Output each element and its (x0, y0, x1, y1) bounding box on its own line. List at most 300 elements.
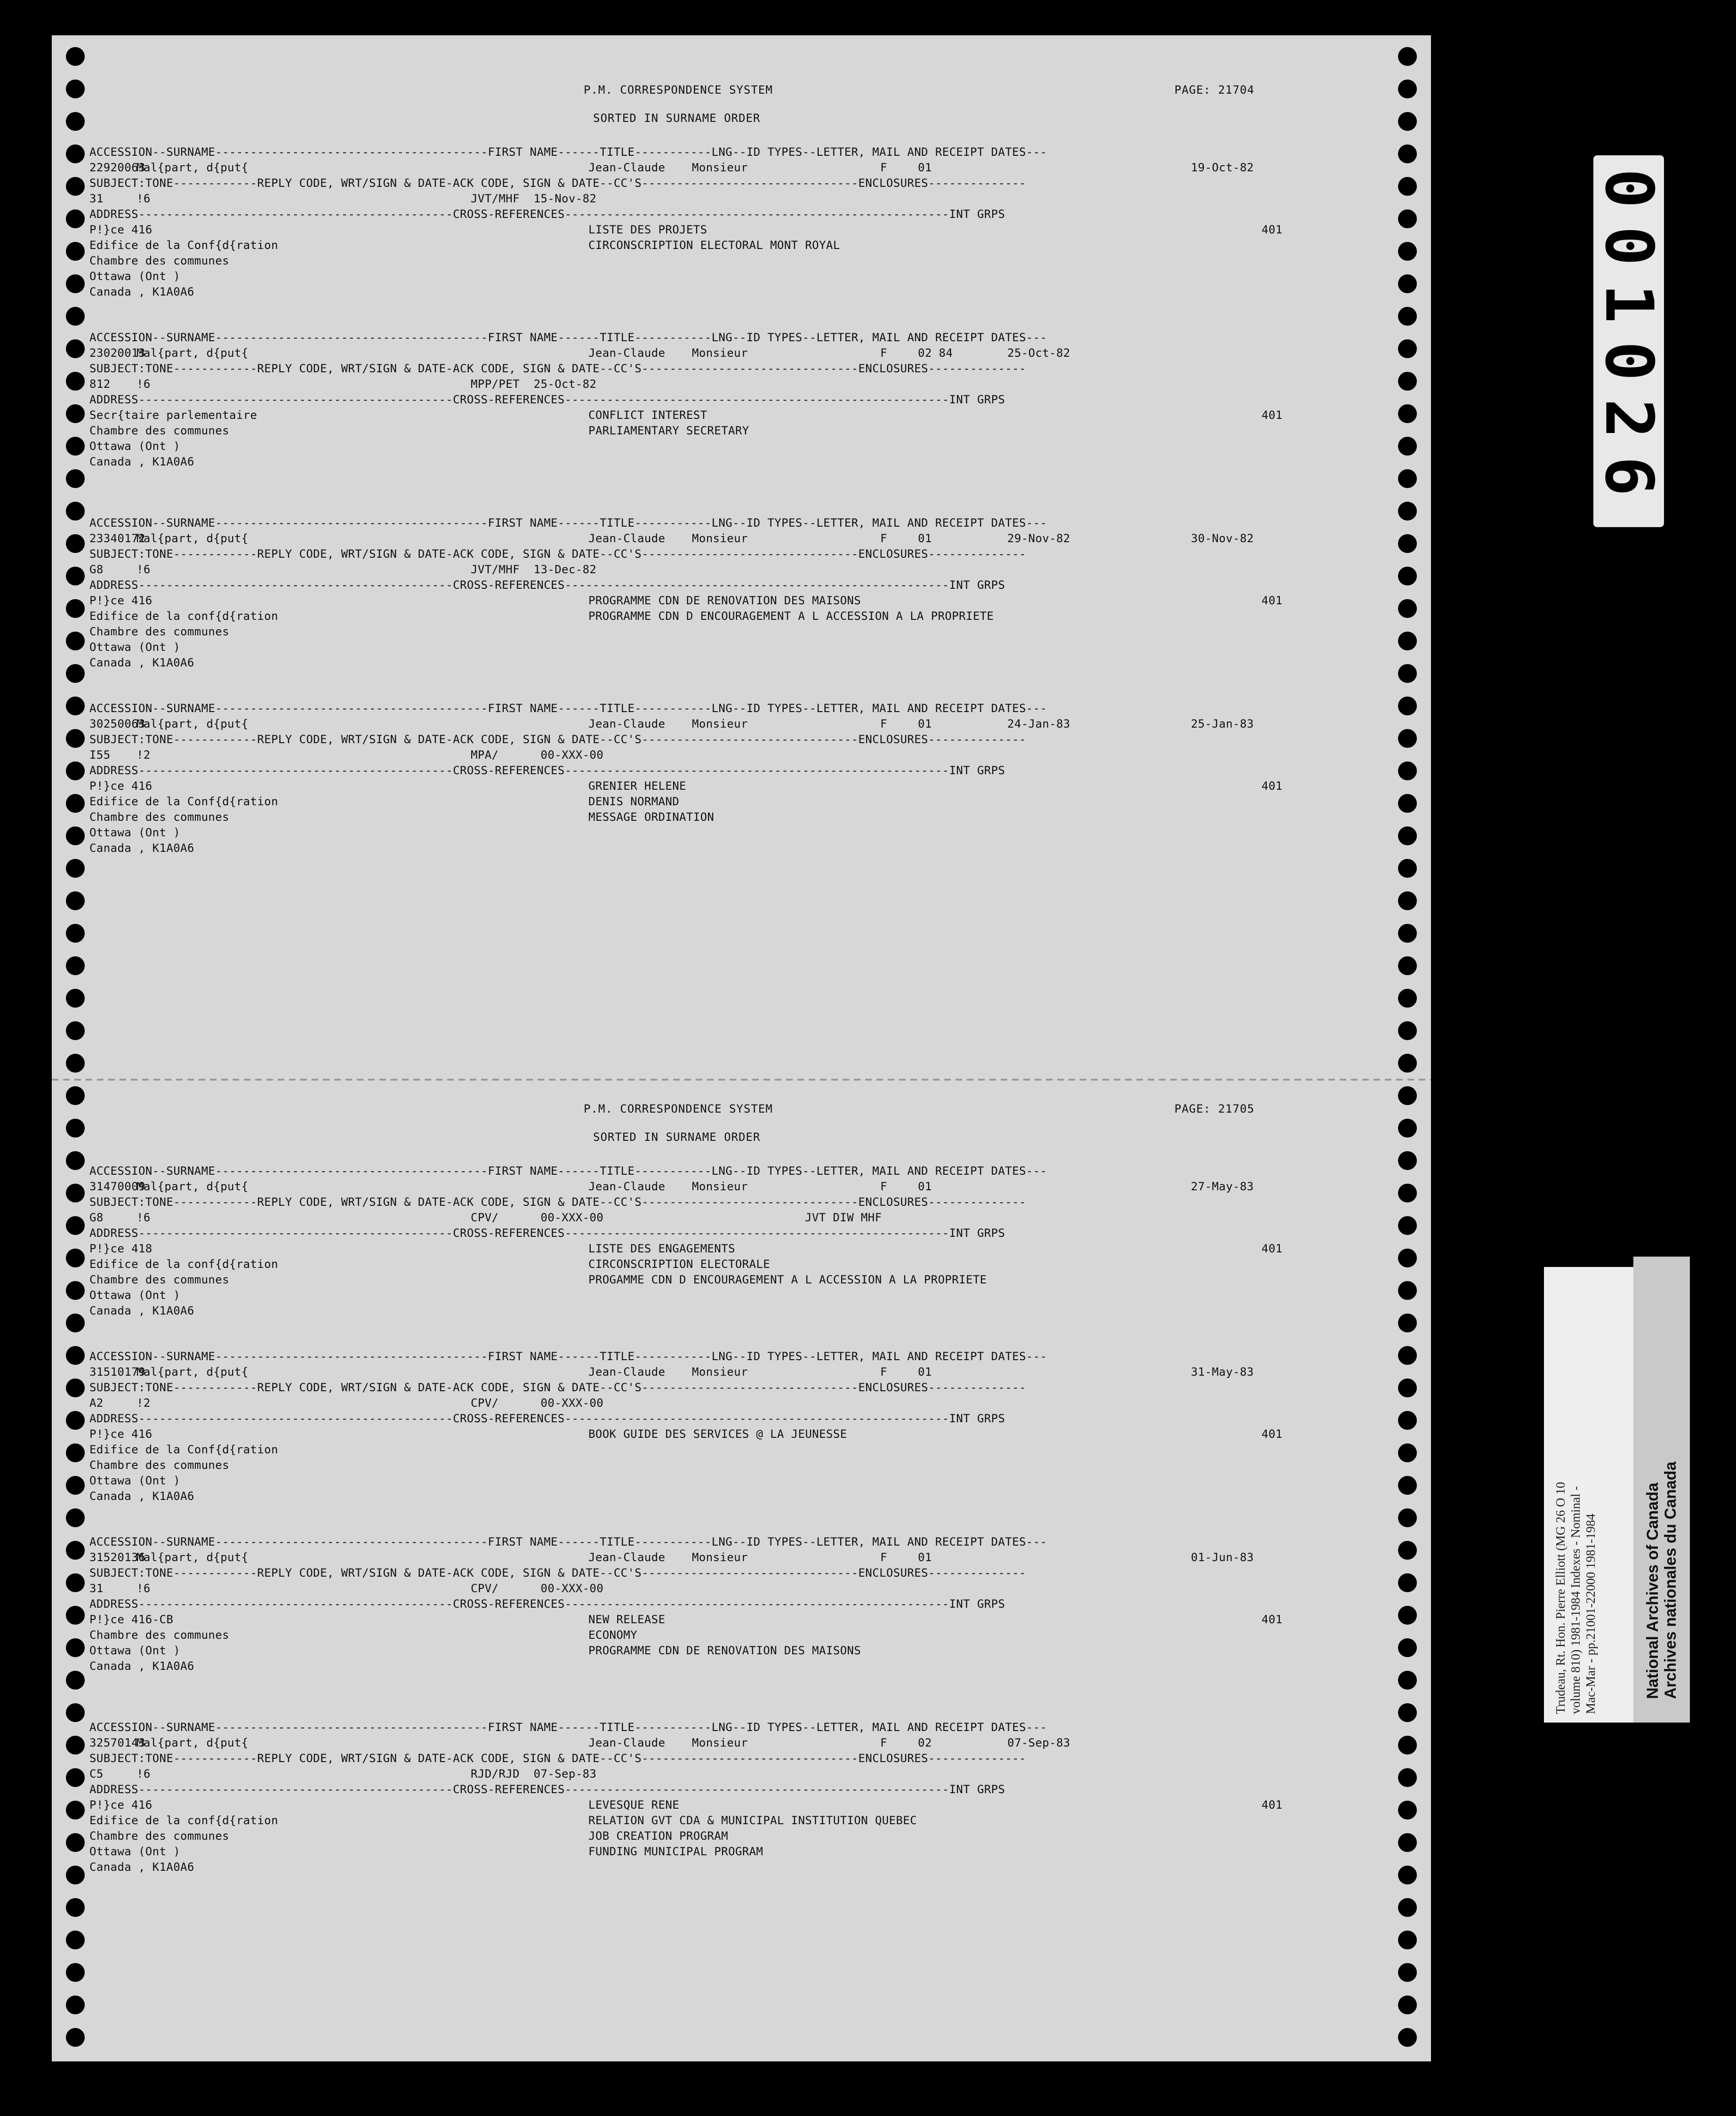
cross-reference: LISTE DES ENGAGEMENTS (588, 1242, 735, 1255)
tractor-hole (1398, 1151, 1417, 1170)
address-line: Edifice de la conf{d{ration (89, 1258, 278, 1271)
address-line: Ottawa (Ont ) (89, 826, 181, 839)
tone-code: !6 (137, 1211, 151, 1224)
title: Monsieur (692, 1551, 748, 1564)
tractor-hole (1398, 1963, 1417, 1982)
subject-code: G8 (89, 563, 104, 576)
tractor-hole (1398, 632, 1417, 650)
page-number: PAGE: 21704 (1174, 83, 1254, 96)
cross-reference: BOOK GUIDE DES SERVICES @ LA JEUNESSE (588, 1427, 847, 1441)
tractor-hole (66, 404, 85, 423)
first-name: Jean-Claude (588, 532, 666, 545)
tractor-hole (66, 80, 85, 98)
tractor-hole (66, 1184, 85, 1202)
header-address-line: ADDRESS---------------------------------------------CROSS-REFERENCES-------------------------------------------------------INT GRPS (89, 1783, 1005, 1796)
header-address-line: ADDRESS---------------------------------------------CROSS-REFERENCES-------------------------------------------------------INT GRPS (89, 393, 1005, 406)
reply-code: CPV/ 00-XXX-00 (471, 1211, 604, 1224)
cross-reference: CONFLICT INTEREST (588, 409, 707, 422)
tractor-hole (1398, 242, 1417, 261)
header-subject-line: SUBJECT:TONE------------REPLY CODE, WRT/SIGN & DATE-ACK CODE, SIGN & DATE--CC'S-------------------------------ENCLOSURES-------------- (89, 1381, 1026, 1394)
language: F (880, 1180, 887, 1193)
tone-code: !2 (137, 748, 151, 761)
institution-name-en: National Archives of Canada (1644, 1483, 1662, 1699)
tractor-hole (1398, 307, 1417, 326)
tractor-hole (66, 1606, 85, 1625)
accession-number: 23340172 (89, 532, 145, 545)
right-tractor-holes (1398, 35, 1417, 2061)
tractor-hole (1398, 1054, 1417, 1073)
tractor-hole (1398, 112, 1417, 131)
printout-page-1 (89, 82, 1332, 886)
address-line: Edifice de la Conf{d{ration (89, 795, 278, 808)
header-accession-line: ACCESSION--SURNAME---------------------------------------FIRST NAME------TITLE-----------LNG--ID TYPES--LETTER, MAIL AND RECEIPT DATES--- (89, 1535, 1047, 1548)
tractor-hole (66, 1314, 85, 1332)
cross-reference: ECONOMY (588, 1628, 637, 1642)
tractor-hole (66, 567, 85, 585)
accession-number: 31520136 (89, 1551, 145, 1564)
receipt-date: 31-May-83 (1191, 1365, 1254, 1379)
tractor-hole (66, 1638, 85, 1657)
tractor-hole (66, 1346, 85, 1365)
int-grps: 401 (1262, 1242, 1283, 1255)
language: F (880, 717, 887, 730)
int-grps: 401 (1262, 779, 1283, 793)
header-subject-line: SUBJECT:TONE------------REPLY CODE, WRT/SIGN & DATE-ACK CODE, SIGN & DATE--CC'S-------------------------------ENCLOSURES-------------- (89, 1752, 1026, 1765)
surname: Mal{part, d{put{ (137, 1736, 249, 1749)
tractor-hole (1398, 1541, 1417, 1560)
cross-reference: CIRCONSCRIPTION ELECTORALE (588, 1258, 771, 1271)
int-grps: 401 (1262, 223, 1283, 236)
first-name: Jean-Claude (588, 1551, 666, 1564)
tractor-hole (66, 209, 85, 228)
header-address-line: ADDRESS---------------------------------------------CROSS-REFERENCES-------------------------------------------------------INT GRPS (89, 1226, 1005, 1240)
tractor-hole (66, 372, 85, 391)
printout-page-2 (89, 1101, 1332, 1905)
address-line: Edifice de la conf{d{ration (89, 1814, 278, 1827)
id-types: 01 (918, 532, 932, 545)
tractor-hole (66, 1151, 85, 1170)
address-line: Ottawa (Ont ) (89, 1644, 181, 1657)
tractor-hole (1398, 1606, 1417, 1625)
address-line: Canada , K1A0A6 (89, 455, 194, 468)
title: Monsieur (692, 1180, 748, 1193)
receipt-date: 27-May-83 (1191, 1180, 1254, 1193)
tractor-hole (66, 502, 85, 521)
system-title: P.M. CORRESPONDENCE SYSTEM (584, 83, 773, 96)
first-name: Jean-Claude (588, 1365, 666, 1379)
accession-number: 31510179 (89, 1365, 145, 1379)
header-accession-line: ACCESSION--SURNAME---------------------------------------FIRST NAME------TITLE-----------LNG--ID TYPES--LETTER, MAIL AND RECEIPT DATES--- (89, 1164, 1047, 1178)
id-types: 02 84 (918, 346, 953, 360)
address-line: P!}ce 418 (89, 1242, 153, 1255)
address-line: Canada , K1A0A6 (89, 1659, 194, 1673)
tractor-hole (1398, 826, 1417, 845)
reply-code: JVT/MHF 15-Nov-82 (471, 192, 597, 205)
letter-date: 24-Jan-83 (1007, 717, 1070, 730)
label-reference-line-1: Trudeau, Rt. Hon. Pierre Elliott (MG 26 O 10 (1553, 1482, 1567, 1714)
title: Monsieur (692, 346, 748, 360)
address-line: Chambre des communes (89, 625, 229, 638)
tone-code: !6 (137, 1582, 151, 1595)
address-line: P!}ce 416-CB (89, 1613, 174, 1626)
address-line: Canada , K1A0A6 (89, 1490, 194, 1503)
tractor-hole (66, 1476, 85, 1495)
tractor-hole (1398, 1736, 1417, 1755)
first-name: Jean-Claude (588, 346, 666, 360)
header-subject-line: SUBJECT:TONE------------REPLY CODE, WRT/SIGN & DATE-ACK CODE, SIGN & DATE--CC'S-------------------------------ENCLOSURES-------------- (89, 733, 1026, 746)
cross-reference: PROGAMME CDN D ENCOURAGEMENT A L ACCESSION A LA PROPRIETE (588, 1273, 987, 1286)
language: F (880, 1736, 887, 1749)
tractor-hole (1398, 989, 1417, 1008)
header-subject-line: SUBJECT:TONE------------REPLY CODE, WRT/SIGN & DATE-ACK CODE, SIGN & DATE--CC'S-------------------------------ENCLOSURES-------------- (89, 1195, 1026, 1209)
address-line: Edifice de la Conf{d{ration (89, 1443, 278, 1456)
tractor-hole (66, 1443, 85, 1462)
surname: Mal{part, d{put{ (137, 717, 249, 730)
address-line: Canada , K1A0A6 (89, 656, 194, 669)
tractor-hole (1398, 1119, 1417, 1138)
address-line: Canada , K1A0A6 (89, 1304, 194, 1317)
tractor-hole (66, 1866, 85, 1884)
surname: Mal{part, d{put{ (137, 1180, 249, 1193)
id-types: 02 (918, 1736, 932, 1749)
surname: Mal{part, d{put{ (137, 1551, 249, 1564)
tractor-hole (1398, 1476, 1417, 1495)
tractor-hole (66, 1736, 85, 1755)
header-address-line: ADDRESS---------------------------------------------CROSS-REFERENCES-------------------------------------------------------INT GRPS (89, 1597, 1005, 1611)
tractor-hole (1398, 502, 1417, 521)
address-line: Edifice de la conf{d{ration (89, 609, 278, 623)
receipt-date: 19-Oct-82 (1191, 161, 1254, 174)
cross-reference: NEW RELEASE (588, 1613, 666, 1626)
address-line: Chambre des communes (89, 1829, 229, 1843)
frame-number: 001026 (1590, 168, 1667, 514)
tractor-hole (1398, 697, 1417, 715)
tractor-hole (66, 144, 85, 163)
reply-code: CPV/ 00-XXX-00 (471, 1396, 604, 1410)
header-subject-line: SUBJECT:TONE------------REPLY CODE, WRT/SIGN & DATE-ACK CODE, SIGN & DATE--CC'S-------------------------------ENCLOSURES-------------- (89, 176, 1026, 190)
tractor-hole (1398, 1314, 1417, 1332)
tractor-hole (66, 664, 85, 683)
surname: Mal{part, d{put{ (137, 532, 249, 545)
tractor-hole (66, 1281, 85, 1300)
accession-number: 23020013 (89, 346, 145, 360)
tractor-hole (66, 469, 85, 488)
address-line: Ottawa (Ont ) (89, 1474, 181, 1487)
reply-code: CPV/ 00-XXX-00 (471, 1582, 604, 1595)
tractor-hole (1398, 891, 1417, 910)
tractor-hole (66, 1963, 85, 1982)
surname: Mal{part, d{put{ (137, 346, 249, 360)
tractor-hole (1398, 469, 1417, 488)
sort-order: SORTED IN SURNAME ORDER (593, 112, 761, 125)
correspondence-record (89, 330, 1332, 515)
reply-code: JVT/MHF 13-Dec-82 (471, 563, 597, 576)
address-line: P!}ce 416 (89, 1798, 153, 1811)
tractor-hole (66, 924, 85, 943)
id-types: 01 (918, 1365, 932, 1379)
receipt-date: 01-Jun-83 (1191, 1551, 1254, 1564)
correspondence-record (89, 1163, 1332, 1349)
reply-code: MPA/ 00-XXX-00 (471, 748, 604, 761)
label-reference-line-2: volume 810) 1981-1984 Indexes - Nominal - (1568, 1486, 1583, 1714)
cross-reference: LEVESQUE RENE (588, 1798, 680, 1811)
tractor-hole (66, 891, 85, 910)
cross-reference: RELATION GVT CDA & MUNICIPAL INSTITUTION QUEBEC (588, 1814, 917, 1827)
tractor-hole (66, 697, 85, 715)
sort-order: SORTED IN SURNAME ORDER (593, 1130, 761, 1144)
accession-number: 31470009 (89, 1180, 145, 1193)
tractor-hole (66, 437, 85, 456)
tractor-hole (66, 1671, 85, 1690)
header-subject-line: SUBJECT:TONE------------REPLY CODE, WRT/SIGN & DATE-ACK CODE, SIGN & DATE--CC'S-------------------------------ENCLOSURES-------------- (89, 547, 1026, 561)
tractor-hole (66, 761, 85, 780)
header-accession-line: ACCESSION--SURNAME---------------------------------------FIRST NAME------TITLE-----------LNG--ID TYPES--LETTER, MAIL AND RECEIPT DATES--- (89, 1350, 1047, 1363)
page-perforation (52, 1079, 1431, 1081)
title: Monsieur (692, 532, 748, 545)
frame-number-stamp (1590, 155, 1667, 527)
id-types: 01 (918, 1551, 932, 1564)
letter-date: 07-Sep-83 (1007, 1736, 1070, 1749)
id-types: 01 (918, 1180, 932, 1193)
tone-code: !6 (137, 192, 151, 205)
tractor-hole (66, 1801, 85, 1819)
header-accession-line: ACCESSION--SURNAME---------------------------------------FIRST NAME------TITLE-----------LNG--ID TYPES--LETTER, MAIL AND RECEIPT DATES--- (89, 145, 1047, 159)
address-line: P!}ce 416 (89, 779, 153, 793)
tractor-hole (1398, 339, 1417, 358)
tractor-hole (66, 1996, 85, 2014)
address-line: Secr{taire parlementaire (89, 409, 257, 422)
tractor-hole (1398, 729, 1417, 748)
tractor-hole (66, 599, 85, 618)
cross-reference: MESSAGE ORDINATION (588, 810, 715, 824)
tractor-hole (1398, 1573, 1417, 1592)
tractor-hole (1398, 1184, 1417, 1202)
first-name: Jean-Claude (588, 161, 666, 174)
tractor-hole (66, 307, 85, 326)
header-subject-line: SUBJECT:TONE------------REPLY CODE, WRT/SIGN & DATE-ACK CODE, SIGN & DATE--CC'S-------------------------------ENCLOSURES-------------- (89, 1566, 1026, 1579)
page-header (89, 1101, 1332, 1163)
tractor-hole (1398, 177, 1417, 196)
tone-code: !6 (137, 1767, 151, 1780)
header-address-line: ADDRESS---------------------------------------------CROSS-REFERENCES-------------------------------------------------------INT GRPS (89, 764, 1005, 777)
institution-name-fr: Archives nationales du Canada (1662, 1461, 1680, 1699)
int-grps: 401 (1262, 1798, 1283, 1811)
subject-code: C5 (89, 1767, 104, 1780)
cross-reference: GRENIER HELENE (588, 779, 686, 793)
int-grps: 401 (1262, 594, 1283, 607)
tractor-hole (66, 1833, 85, 1852)
language: F (880, 532, 887, 545)
title: Monsieur (692, 1736, 748, 1749)
left-tractor-holes (66, 35, 85, 2061)
address-line: Canada , K1A0A6 (89, 285, 194, 298)
tractor-hole (1398, 1379, 1417, 1397)
address-line: Chambre des communes (89, 1628, 229, 1642)
page-number: PAGE: 21705 (1174, 1102, 1254, 1115)
subject-code: 31 (89, 192, 104, 205)
correspondence-record (89, 1720, 1332, 1905)
header-address-line: ADDRESS---------------------------------------------CROSS-REFERENCES-------------------------------------------------------INT GRPS (89, 1412, 1005, 1425)
tractor-hole (1398, 1866, 1417, 1884)
cross-reference: PROGRAMME CDN D ENCOURAGEMENT A L ACCESSION A LA PROPRIETE (588, 609, 994, 623)
tractor-hole (1398, 1281, 1417, 1300)
tractor-hole (1398, 664, 1417, 683)
cross-reference: LISTE DES PROJETS (588, 223, 707, 236)
address-line: Ottawa (Ont ) (89, 1845, 181, 1858)
header-accession-line: ACCESSION--SURNAME---------------------------------------FIRST NAME------TITLE-----------LNG--ID TYPES--LETTER, MAIL AND RECEIPT DATES--- (89, 516, 1047, 529)
tractor-hole (66, 826, 85, 845)
int-grps: 401 (1262, 1613, 1283, 1626)
receipt-date: 25-Jan-83 (1191, 717, 1254, 730)
first-name: Jean-Claude (588, 1736, 666, 1749)
surname: Mal{part, d{put{ (137, 161, 249, 174)
cross-reference: PARLIAMENTARY SECRETARY (588, 424, 749, 437)
tractor-hole (66, 729, 85, 748)
tractor-hole (1398, 80, 1417, 98)
accession-number: 32570143 (89, 1736, 145, 1749)
tractor-hole (66, 1021, 85, 1040)
tractor-hole (66, 1508, 85, 1527)
header-subject-line: SUBJECT:TONE------------REPLY CODE, WRT/SIGN & DATE-ACK CODE, SIGN & DATE--CC'S-------------------------------ENCLOSURES-------------- (89, 362, 1026, 375)
tractor-hole (66, 1768, 85, 1787)
tone-code: !2 (137, 1396, 151, 1410)
tractor-hole (1398, 1996, 1417, 2014)
int-grps: 401 (1262, 1427, 1283, 1441)
tractor-hole (1398, 567, 1417, 585)
tractor-hole (1398, 859, 1417, 878)
tractor-hole (1398, 1086, 1417, 1105)
letter-date: 25-Oct-82 (1007, 346, 1070, 360)
accession-number: 30250063 (89, 717, 145, 730)
cross-reference: CIRCONSCRIPTION ELECTORAL MONT ROYAL (588, 239, 840, 252)
tractor-hole (66, 47, 85, 66)
tractor-hole (66, 1931, 85, 1949)
tone-code: !6 (137, 563, 151, 576)
cross-reference: PROGRAMME CDN DE RENOVATION DES MAISONS (588, 1644, 861, 1657)
tractor-hole (66, 1216, 85, 1235)
address-line: Chambre des communes (89, 1459, 229, 1472)
tractor-hole (66, 956, 85, 975)
tractor-hole (66, 1379, 85, 1397)
id-types: 01 (918, 161, 932, 174)
address-line: Ottawa (Ont ) (89, 641, 181, 654)
label-reference-line-3: Mac-Mar - pp.21001-22000 1981-1984 (1583, 1514, 1598, 1714)
tractor-hole (66, 2028, 85, 2047)
tractor-hole (1398, 209, 1417, 228)
title: Monsieur (692, 161, 748, 174)
subject-code: A2 (89, 1396, 104, 1410)
address-line: P!}ce 416 (89, 223, 153, 236)
tractor-hole (1398, 2028, 1417, 2047)
tractor-hole (66, 1573, 85, 1592)
tractor-hole (1398, 1801, 1417, 1819)
letter-date: 29-Nov-82 (1007, 532, 1070, 545)
tractor-hole (66, 112, 85, 131)
correspondence-record (89, 515, 1332, 701)
tractor-hole (66, 1249, 85, 1267)
address-line: Ottawa (Ont ) (89, 440, 181, 453)
subject-code: 31 (89, 1582, 104, 1595)
tractor-hole (1398, 1931, 1417, 1949)
subject-code: G8 (89, 1211, 104, 1224)
tractor-hole (66, 1541, 85, 1560)
tractor-hole (1398, 534, 1417, 553)
tractor-hole (66, 177, 85, 196)
tractor-hole (1398, 1703, 1417, 1722)
tractor-hole (66, 859, 85, 878)
address-line: Chambre des communes (89, 810, 229, 824)
address-line: Chambre des communes (89, 1273, 229, 1286)
tractor-hole (1398, 1021, 1417, 1040)
tractor-hole (1398, 599, 1417, 618)
tractor-hole (1398, 404, 1417, 423)
reply-code: RJD/RJD 07-Sep-83 (471, 1767, 597, 1780)
address-line: Chambre des communes (89, 254, 229, 267)
header-address-line: ADDRESS---------------------------------------------CROSS-REFERENCES-------------------------------------------------------INT GRPS (89, 208, 1005, 221)
tractor-hole (1398, 1346, 1417, 1365)
cross-reference: DENIS NORMAND (588, 795, 680, 808)
tractor-hole (1398, 1216, 1417, 1235)
tractor-hole (1398, 924, 1417, 943)
tractor-hole (1398, 1898, 1417, 1917)
first-name: Jean-Claude (588, 717, 666, 730)
tractor-hole (1398, 1443, 1417, 1462)
tractor-hole (66, 1086, 85, 1105)
surname: Mal{part, d{put{ (137, 1365, 249, 1379)
title: Monsieur (692, 717, 748, 730)
tractor-hole (66, 794, 85, 813)
tractor-hole (1398, 794, 1417, 813)
address-line: P!}ce 416 (89, 594, 153, 607)
tractor-hole (66, 339, 85, 358)
language: F (880, 1551, 887, 1564)
tractor-hole (1398, 1411, 1417, 1430)
tractor-hole (66, 632, 85, 650)
tractor-hole (1398, 1768, 1417, 1787)
tractor-hole (1398, 1249, 1417, 1267)
tractor-hole (1398, 956, 1417, 975)
language: F (880, 1365, 887, 1379)
address-line: Canada , K1A0A6 (89, 1860, 194, 1874)
subject-code: I55 (89, 748, 111, 761)
correspondence-record (89, 1349, 1332, 1534)
tractor-hole (66, 534, 85, 553)
tractor-hole (66, 989, 85, 1008)
language: F (880, 161, 887, 174)
label-institution-panel (1633, 1257, 1690, 1723)
cross-reference: PROGRAMME CDN DE RENOVATION DES MAISONS (588, 594, 861, 607)
address-line: Chambre des communes (89, 424, 229, 437)
int-grps: 401 (1262, 409, 1283, 422)
correspondence-record (89, 144, 1332, 330)
address-line: Edifice de la Conf{d{ration (89, 239, 278, 252)
ack-code: JVT DIW MHF (805, 1211, 882, 1224)
tractor-hole (66, 1898, 85, 1917)
page-header (89, 82, 1332, 144)
label-reference-panel (1544, 1267, 1633, 1723)
tractor-hole (66, 1054, 85, 1073)
tractor-hole (66, 242, 85, 261)
tone-code: !6 (137, 377, 151, 391)
correspondence-record (89, 1534, 1332, 1720)
receipt-date: 30-Nov-82 (1191, 532, 1254, 545)
reply-code: MPP/PET 25-Oct-82 (471, 377, 597, 391)
tractor-hole (1398, 1508, 1417, 1527)
subject-code: 812 (89, 377, 111, 391)
tractor-hole (1398, 144, 1417, 163)
tractor-hole (1398, 1671, 1417, 1690)
address-line: P!}ce 416 (89, 1427, 153, 1441)
